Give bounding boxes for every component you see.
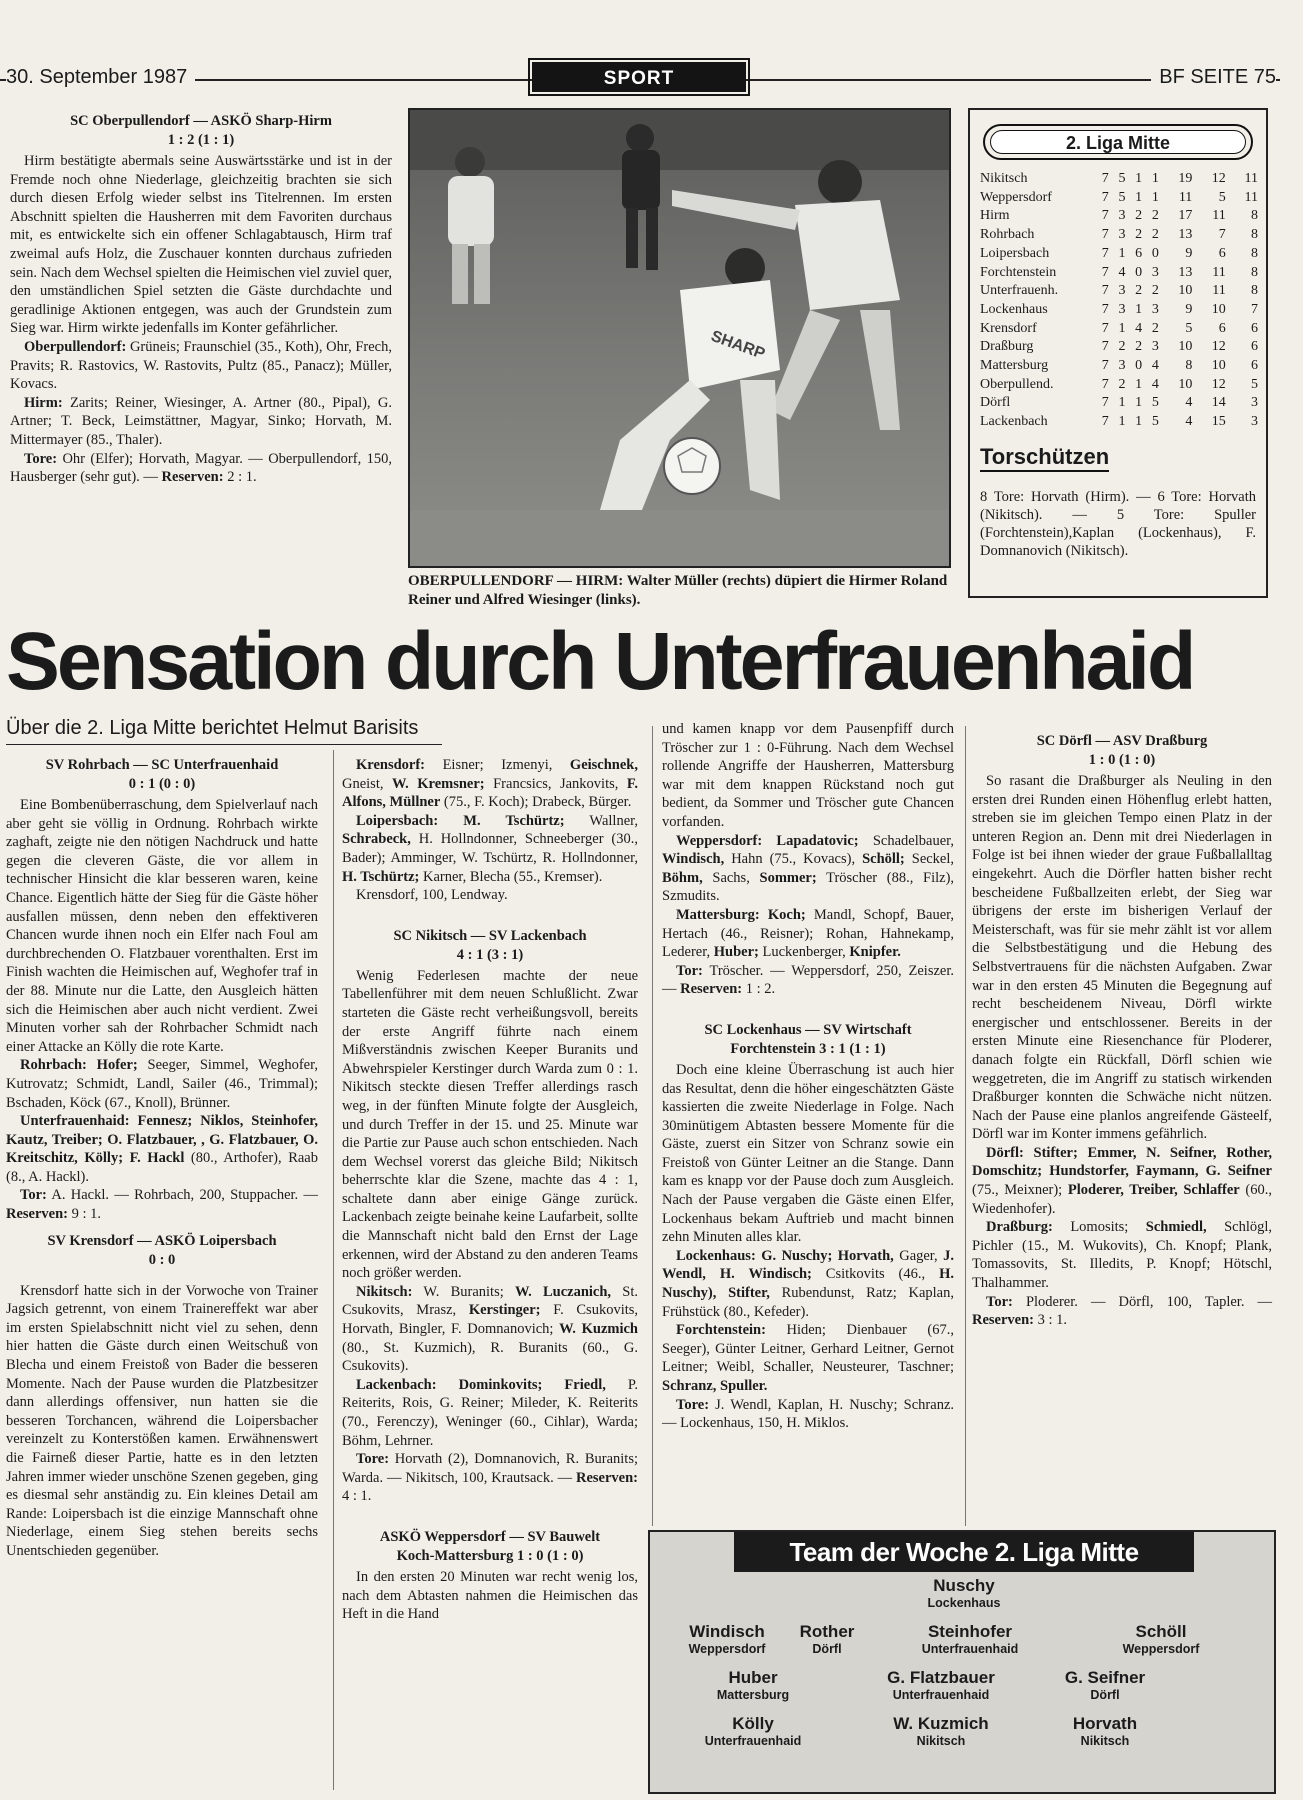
stat-value: 3 — [1118, 227, 1126, 243]
stat-value: 1 — [1135, 395, 1143, 411]
lineup-doerfl: Dörfl: Stifter; Emmer, N. Seifner, Rother, Domschitz; Hundstorfer, Faymann, G. Seifner (75., Meixner); Ploderer, Treiber, Schlaffer (60., Wiedenhofer). — [972, 1144, 1272, 1217]
stat-value: 1 — [1135, 171, 1143, 186]
standings-row — [980, 357, 1258, 376]
match-text: Eine Bombenüberraschung, dem Spielverlauf nach aber geht sie völlig in Ordnung. Rohrbach wirkte zaghaft, zeigte nie den nötigen Nachdruck und hatte gegen die cleveren Gäste, die vor allem in technischer Hinsicht die klar besseren waren, keine Chance. Eigentlich hätte der Sieg für die Gäste höher ausfallen müssen, denn neben den effektiveren Chancen wurde ihnen noch ein Elfer nach Foul am durchbrechenden O. Flatzbauer vorenthalten. Erst im Finish wachten die Heimischen auf, Weghofer traf in der 88. Minute nur die Latte, den Ausgleich hätten sich die Heimischen aber auch nicht verdient. Zwei Minuten vorher sah der Rohrbacher Schmidt nach einer Attacke an Kölly die rote Karte. — [6, 797, 318, 1055]
stat-value: 5 — [1118, 171, 1126, 186]
byline-rule — [6, 744, 442, 745]
stat-value: 5 — [1118, 189, 1126, 205]
football-players-image — [410, 110, 949, 566]
match-photo — [408, 108, 951, 568]
scorers-heading: Torschützen — [980, 444, 1109, 472]
stat-value: 12 — [1211, 171, 1226, 186]
goals-line: Tore: Ohr (Elfer); Horvath, Magyar. — Oberpullendorf, 150, Hausberger (sehr gut). — Reserven: 2 : 1. — [10, 450, 392, 486]
stat-value: 3 — [1151, 339, 1159, 355]
stat-value: 7 — [1101, 283, 1109, 299]
standings-row — [980, 189, 1258, 208]
match-title: SC Nikitsch — SV Lackenbach 4 : 1 (3 : 1) — [393, 927, 587, 963]
stat-value: 7 — [1101, 414, 1109, 430]
scorers-text: 8 Tore: Horvath (Hirm). — 6 Tore: Horvath (Nikitsch). — 5 Tore: Spuller (Forchtenstein),Kaplan (Lockenhaus), F. Domnanovich (Nikitsch). — [980, 488, 1256, 559]
standings-row — [980, 301, 1258, 320]
team-name: Nikitsch — [980, 171, 1028, 186]
team-name: Krensdorf — [980, 320, 1037, 336]
stat-value: 8 — [1251, 283, 1258, 299]
match-text: Hirm bestätigte abermals seine Auswärtsstärke und ist in der Fremde noch ohne Niederlage, gleichzeitig brachten sie sich durch diesen Erfolg wieder selbst ins Titelrennen. Im ersten Abschnitt spielten die Hausherren mit dem Favoriten durchaus mit, es entwickelte sich ein offener Schlagabtausch, Hirm traf zweimal aufs Holz, die Zuschauer konnten durchaus zufrieden sein. Nach dem Wechsel spielten die Heimischen viel zuviel quer, den umständlichen Spiel setzten die Gäste durchdachte und geradlinige Aktionen entgegen, was auch der Grundstein zum Sieg war. Hirm wirkte jedenfalls im Konter gefährlicher. — [10, 153, 392, 337]
stat-value: 1 — [1118, 414, 1126, 430]
match-text: Krensdorf hatte sich in der Vorwoche von Trainer Jagsich getrennt, von einem Trainereffekt war aber im ersten Spielabschnitt nicht viel zu sehen, denn hier hatten die Gäste durch einen Weitschuß von Blecha und einem Freistoß von Bader die besseren Momente. Nach der Pause wurden die Platzbesitzer dann allerdings offensiver, nun hatten sie die besseren Torchancen, während die Loipersbacher vereinzelt zu Konterstößen kamen. Erwähnenswert die Fairneß dieser Partie, hatte es in den letzten Jahren immer wieder unschöne Szenen gegeben, ging es diesmal sehr anständig zu. Ein kleines Detail am Rande: Loipersbach ist die einzige Mannschaft ohne Niederlage, einem Sieg stehen bereits sechs Unentschieden gegenüber. — [6, 1282, 318, 1559]
lineup-weppersdorf: Weppersdorf: Lapadatovic; Schadelbauer, Windisch, Hahn (75., Kovacs), Schöll; Seckel, Böhm, Sachs, Sommer; Tröscher (88., Filz), Szmudits. — [662, 832, 955, 905]
team-player: Nuschy Lockenhaus — [927, 1576, 1001, 1610]
team-name: Unterfrauenh. — [980, 283, 1059, 299]
stat-value: 10 — [1211, 358, 1226, 374]
goals-line: Tor: A. Hackl. — Rohrbach, 200, Stuppacher. — Reserven: 9 : 1. — [6, 1187, 318, 1223]
stat-value: 2 — [1118, 339, 1126, 355]
svg-text:SHARP: SHARP — [708, 327, 768, 363]
stat-value: 1 — [1135, 414, 1143, 430]
stat-value: 1 — [1118, 320, 1126, 336]
stat-value: 11 — [1244, 171, 1258, 186]
stat-value: 10 — [1178, 376, 1193, 392]
team-name: Mattersburg — [980, 358, 1049, 374]
stat-value: 2 — [1151, 208, 1159, 224]
team-player: W. Kuzmich Nikitsch — [893, 1714, 989, 1748]
team-of-the-week — [648, 1530, 1276, 1794]
standings-row — [980, 226, 1258, 245]
team-player: Steinhofer Unterfrauenhaid — [921, 1622, 1019, 1656]
section-label: SPORT — [532, 62, 746, 92]
stat-value: 7 — [1101, 245, 1109, 261]
standings-table — [980, 170, 1258, 432]
team-name: Dörfl — [980, 395, 1011, 411]
lineup-krensdorf: Krensdorf: Eisner; Izmenyi, Geischnek, Gneist, W. Kremsner; Francsics, Jankovits, F. Alfons, Müllner (75., F. Koch); Drabeck, Bürger. — [342, 757, 639, 811]
match-text: Wenig Federlesen machte der neue Tabellenführer mit dem neuen Schlußlicht. Zwar starteten die Gäste recht verheißungsvoll, bereits der erste Angriff führte nach einem Mißverständnis zwischen Keeper Buranits und Abwehrspieler Kerstinger durch Warda zum 0 : 1. Nikitsch steckte diesen Treffer allerdings rasch weg, in der fünften Minute folgte der Ausgleich, und durch Treffer in der 15. und 25. Minute war die Partie zur Pause auch schon entschieden. Nach dem Wechsel vorerst das gleiche Bild; Nikitsch beherrschte klar die Szene, machte das 4 : 1, schaltete dann aber einige Gänge zurück. Lackenbach zeigte beinahe keine Laufarbeit, sollte die Mannschaft nicht bald den Ernst der Lage erkennen, wird der Abstand zu den anderen Teams noch größer werden. — [342, 967, 638, 1282]
match-report-weppersdorf-lockenhaus — [662, 720, 954, 1433]
column-divider — [965, 726, 966, 1526]
stat-value: 2 — [1151, 320, 1159, 336]
standings-row — [980, 338, 1258, 357]
stat-value: 12 — [1211, 376, 1226, 392]
team-player: Windisch Weppersdorf — [688, 1622, 766, 1656]
stat-value: 3 — [1151, 301, 1159, 317]
match-report-rohrbach — [6, 756, 318, 1561]
stat-value: 5 — [1151, 414, 1159, 430]
team-name: Loipersbach — [980, 245, 1050, 261]
stat-value: 11 — [1244, 189, 1258, 205]
stat-value: 7 — [1101, 301, 1109, 317]
stat-value: 3 — [1118, 301, 1126, 317]
stat-value: 3 — [1251, 395, 1258, 411]
standings-row — [980, 170, 1258, 189]
stat-value: 7 — [1101, 358, 1109, 374]
stat-value: 6 — [1251, 339, 1258, 355]
stat-value: 4 — [1185, 414, 1193, 430]
stat-value: 7 — [1101, 189, 1109, 205]
stat-value: 11 — [1212, 283, 1226, 299]
page-header — [0, 66, 1280, 92]
stat-value: 17 — [1178, 208, 1193, 224]
stat-value: 8 — [1185, 358, 1193, 374]
photo-caption: OBERPULLENDORF — HIRM: Walter Müller (rechts) düpiert die Hirmer Roland Reiner und Alfred Wiesinger (links). — [408, 573, 948, 608]
stat-value: 4 — [1118, 264, 1126, 280]
team-name: Rohrbach — [980, 227, 1035, 243]
standings-row — [980, 264, 1258, 283]
stat-value: 8 — [1251, 264, 1258, 280]
stat-value: 7 — [1251, 301, 1258, 317]
team-name: Lackenbach — [980, 414, 1048, 430]
stat-value: 5 — [1251, 376, 1258, 392]
stat-value: 10 — [1178, 283, 1193, 299]
stat-value: 2 — [1135, 339, 1143, 355]
stat-value: 1 — [1135, 301, 1143, 317]
stat-value: 8 — [1251, 245, 1258, 261]
team-player: G. Seifner Dörfl — [1064, 1668, 1146, 1702]
team-name: Oberpullend. — [980, 376, 1054, 392]
lineup-unterfrauenhaid: Unterfrauenhaid: Fennesz; Niklos, Steinhofer, Kautz, Treiber; O. Flatzbauer, , G. Flatzbauer, O. Kreitschitz, Kölly; F. Hackl (80., Arthofer), Raab (8., A. Hackl). — [6, 1113, 318, 1185]
stat-value: 2 — [1135, 227, 1143, 243]
stat-value: 7 — [1101, 320, 1109, 336]
lineup-rohrbach: Rohrbach: Hofer; Seeger, Simmel, Weghofer, Kutrovatz; Schmidt, Landl, Sailer (46., Trimmal); Bschaden, Köck (67., Knoll), Brünner. — [6, 1057, 318, 1111]
stat-value: 5 — [1151, 395, 1159, 411]
match-title: SC Oberpullendorf — ASKÖ Sharp-Hirm 1 : 2 (1 : 1) — [70, 113, 332, 148]
column-divider — [333, 750, 334, 1790]
match-report-doerfl — [972, 732, 1272, 1330]
stat-value: 6 — [1251, 320, 1258, 336]
stat-value: 3 — [1118, 283, 1126, 299]
stat-value: 2 — [1151, 227, 1159, 243]
team-player: Kölly Unterfrauenhaid — [704, 1714, 802, 1748]
team-name: Hirm — [980, 208, 1010, 224]
stat-value: 4 — [1185, 395, 1193, 411]
stat-value: 1 — [1118, 395, 1126, 411]
headline: Sensation durch Unterfrauenhaid — [6, 616, 1194, 707]
match-text: So rasant die Draßburger als Neuling in den ersten drei Runden einen Höhenflug erlebt hatten, streben sie im gleichen Tempo einen Platz in der unteren Region an. Denn mit drei Niederlagen in Folge ist bei ihnen wieder der graue Fußballalltag eingekehrt. Auch die Dörfler hatten bisher recht bescheidene Fußballzeiten erlebt, der Sieg war übrigens der erste im bisherigen Verlauf der Meisterschaft, was für sie mehr zählt ist vor allem die Selbstbestätigung und die Hebung des Selbstvertrauens für die nächsten Aufgaben. Zwar war in den ersten 45 Minuten die Begegnung auf recht bescheidenem Niveau, Dörfl wirkte energischer und entschlossener. Bereits in der ersten Minute eine Riesenchance für Ploderer, danach folgte ein Rückfall, Dörfl schien wie weggetreten, die im Angriff zu statisch wirkenden Draßburger konnten die Schwäche nicht nützen. Nach der Pause eine planlos angreifende Gästeelf, Dörfl war im Konter immens gefährlich. — [972, 773, 1272, 1143]
lineup-lackenbach: Lackenbach: Dominkovits; Friedl, P. Reiterits, Rois, G. Reiner; Mileder, K. Reiterits (70., Ferenczy), Weninger (60., Cihlar), Warda; Böhm, Lehrner. — [342, 1376, 639, 1449]
stat-value: 4 — [1135, 320, 1143, 336]
stat-value: 7 — [1101, 171, 1109, 186]
stat-value: 7 — [1101, 376, 1109, 392]
stat-value: 0 — [1135, 264, 1143, 280]
stat-value: 11 — [1212, 208, 1226, 224]
stat-value: 4 — [1151, 358, 1159, 374]
team-name: Forchtenstein — [980, 264, 1057, 280]
match-text: Doch eine kleine Überraschung ist auch hier das Resultat, denn die höher eingeschätzten Gäste kassierten die zweite Niederlage in Folge. Nach 30minütigem Abtasten bessere Momente für die Gäste, zuerst ein Sitzer von Schranz sowie ein Freistoß von Günter Leitner an die Stange. Dann kam es knapp vor der Pause doch zum Ausgleich. Nach der Pause vergaben die Gäste einen Elfer, Lockenhaus bekam Auftrieb und macht binnen zehn Minuten alles klar. — [662, 1061, 954, 1246]
stat-value: 7 — [1218, 227, 1226, 243]
byline: Über die 2. Liga Mitte berichtet Helmut Barisits — [6, 717, 419, 739]
match-title: SC Lockenhaus — SV Wirtschaft Forchtenstein 3 : 1 (1 : 1) — [704, 1021, 912, 1057]
stat-value: 11 — [1212, 264, 1226, 280]
page-number: BF SEITE 75 — [1151, 66, 1276, 89]
stat-value: 5 — [1218, 189, 1226, 205]
stat-value: 3 — [1151, 264, 1159, 280]
stat-value: 2 — [1135, 283, 1143, 299]
team-name: Draßburg — [980, 339, 1034, 355]
stat-value: 1 — [1135, 376, 1143, 392]
team-player: G. Flatzbauer Unterfrauenhaid — [887, 1668, 995, 1702]
lineup-hirm: Hirm: Zarits; Reiner, Wiesinger, A. Artner (80., Pipal), G. Artner; T. Beck, Leimstättner, Magyar, Sinko; Horvath, M. Mittermayer (85., Thaler). — [10, 394, 393, 448]
match-report-nikitsch — [342, 756, 638, 1624]
stat-value: 7 — [1101, 339, 1109, 355]
stat-value: 15 — [1211, 414, 1226, 430]
venue-line: Krensdorf, 100, Lendway. — [356, 887, 508, 904]
stat-value: 7 — [1101, 264, 1109, 280]
stat-value: 7 — [1101, 227, 1109, 243]
match-title: SC Dörfl — ASV Draßburg 1 : 0 (1 : 0) — [1036, 733, 1208, 768]
stat-value: 2 — [1118, 376, 1126, 392]
lineup-lockenhaus: Lockenhaus: G. Nuschy; Horvath, Gager, J. Wendl, H. Windisch; Csitkovits (46., H. Nuschy), Stifter, Rubendunst, Ratz; Kaplan, Frühstück (80., Kefeder). — [662, 1247, 955, 1320]
stat-value: 13 — [1178, 264, 1193, 280]
lineup-forchtenstein: Forchtenstein: Hiden; Dienbauer (67., Seeger), Günter Leitner, Gerhard Leitner, Gernot Leitner; Weibl, Schaller, Neusteurer, Taschner; Schranz, Spuller. — [662, 1322, 955, 1394]
stat-value: 12 — [1211, 339, 1226, 355]
match-title: ASKÖ Weppersdorf — SV Bauwelt Koch-Mattersburg 1 : 0 (1 : 0) — [379, 1528, 601, 1564]
team-of-the-week-title: Team der Woche 2. Liga Mitte — [734, 1532, 1194, 1572]
stat-value: 9 — [1185, 301, 1193, 317]
goals-line: Tore: Horvath (2), Domnanovich, R. Buranits; Warda. — Nikitsch, 100, Krautsack. — Reserven: 4 : 1. — [342, 1451, 638, 1505]
match-text: In den ersten 20 Minuten war recht wenig los, nach dem Abtasten nahmen die Heimischen das Heft in die Hand — [342, 1568, 638, 1623]
team-player: Schöll Weppersdorf — [1122, 1622, 1200, 1656]
team-player: Huber Mattersburg — [716, 1668, 790, 1702]
standings-title: 2. Liga Mitte — [983, 124, 1253, 160]
standings-row — [980, 413, 1258, 432]
standings-row — [980, 376, 1258, 395]
standings-box — [968, 108, 1268, 598]
stat-value: 8 — [1251, 227, 1258, 243]
issue-date: 30. September 1987 — [6, 66, 195, 89]
lineup-oberpullendorf: Oberpullendorf: Grüneis; Fraunschiel (35., Koth), Ohr, Frech, Pravits; R. Rastovics, W. Rastovits, Pultz (85., Panacz); Müller, Kovacs. — [10, 338, 392, 393]
team-name: Lockenhaus — [980, 301, 1048, 317]
match-title: SV Rohrbach — SC Unterfrauenhaid 0 : 1 (0 : 0) — [45, 757, 279, 792]
stat-value: 6 — [1251, 358, 1258, 374]
lineup-nikitsch: Nikitsch: W. Buranits; W. Luczanich, St. Csukovits, Mrasz, Kerstinger; F. Csukovits, Horvath, Bingler, F. Domnanovich; W. Kuzmich (80., St. Kuzmich), R. Buranits (60., G. Csukovits). — [342, 1283, 639, 1375]
team-player: Horvath Nikitsch — [1072, 1714, 1138, 1748]
stat-value: 10 — [1211, 301, 1226, 317]
goals-line: Tor: Tröscher. — Weppersdorf, 250, Zeiszer. — Reserven: 1 : 2. — [662, 962, 954, 998]
match-title: SV Krensdorf — ASKÖ Loipersbach 0 : 0 — [47, 1232, 277, 1268]
stat-value: 10 — [1178, 339, 1193, 355]
stat-value: 1 — [1151, 171, 1159, 186]
goals-line: Tore: J. Wendl, Kaplan, H. Nuschy; Schranz. — Lockenhaus, 150, H. Miklos. — [662, 1396, 955, 1432]
team-player: Rother Dörfl — [799, 1622, 855, 1656]
column-divider — [652, 726, 653, 1526]
match-report-oberpullendorf-hirm — [10, 112, 392, 487]
match-text: und kamen knapp vor dem Pausenpfiff durch Tröscher zur 1 : 0-Führung. Nach dem Wechsel rollende Angriffe der Hausherren, Mattersburg war mit dem knappen Rückstand noch gut bedient, da Sommer und Tröscher gute Chancen vorfanden. — [662, 721, 954, 830]
stat-value: 7 — [1101, 395, 1109, 411]
stat-value: 9 — [1185, 245, 1193, 261]
stat-value: 3 — [1118, 208, 1126, 224]
stat-value: 2 — [1151, 283, 1159, 299]
stat-value: 13 — [1178, 227, 1193, 243]
stat-value: 4 — [1151, 376, 1159, 392]
stat-value: 8 — [1251, 208, 1258, 224]
stat-value: 7 — [1101, 208, 1109, 224]
standings-row — [980, 207, 1258, 226]
stat-value: 3 — [1118, 358, 1126, 374]
standings-row — [980, 282, 1258, 301]
stat-value: 0 — [1135, 358, 1143, 374]
stat-value: 11 — [1178, 189, 1193, 205]
stat-value: 1 — [1118, 245, 1126, 261]
stat-value: 6 — [1135, 245, 1143, 261]
stat-value: 6 — [1218, 245, 1226, 261]
stat-value: 6 — [1218, 320, 1226, 336]
stat-value: 1 — [1151, 189, 1159, 205]
stat-value: 1 — [1135, 189, 1143, 205]
stat-value: 14 — [1211, 395, 1226, 411]
lineup-mattersburg: Mattersburg: Koch; Mandl, Schopf, Bauer, Hertach (46., Reisner); Rohan, Hahnekamp, Lederer, Huber; Luckenberger, Knipfer. — [662, 906, 955, 961]
lineup-drassburg: Draßburg: Lomosits; Schmiedl, Schlögl, Pichler (15., M. Wukovits), Ch. Knopf; Plank, Tomassovits, St. Illedits, P. Knopf; Hötschl, Thalhammer. — [972, 1219, 1273, 1292]
team-name: Weppersdorf — [980, 189, 1052, 205]
standings-row — [980, 320, 1258, 339]
stat-value: 5 — [1185, 320, 1193, 336]
stat-value: 0 — [1151, 245, 1159, 261]
lineup-loipersbach: Loipersbach: M. Tschürtz; Wallner, Schrabeck, H. Hollndonner, Schneeberger (30., Bader); Amminger, W. Tschürtz, R. Hollndonner, H. Tschürtz; Karner, Blecha (55., Kremser). — [342, 812, 639, 885]
stat-value: 19 — [1178, 171, 1193, 186]
goals-line: Tor: Ploderer. — Dörfl, 100, Tapler. — Reserven: 3 : 1. — [972, 1293, 1273, 1329]
standings-row — [980, 245, 1258, 264]
stat-value: 3 — [1251, 414, 1258, 430]
standings-row — [980, 394, 1258, 413]
stat-value: 2 — [1135, 208, 1143, 224]
